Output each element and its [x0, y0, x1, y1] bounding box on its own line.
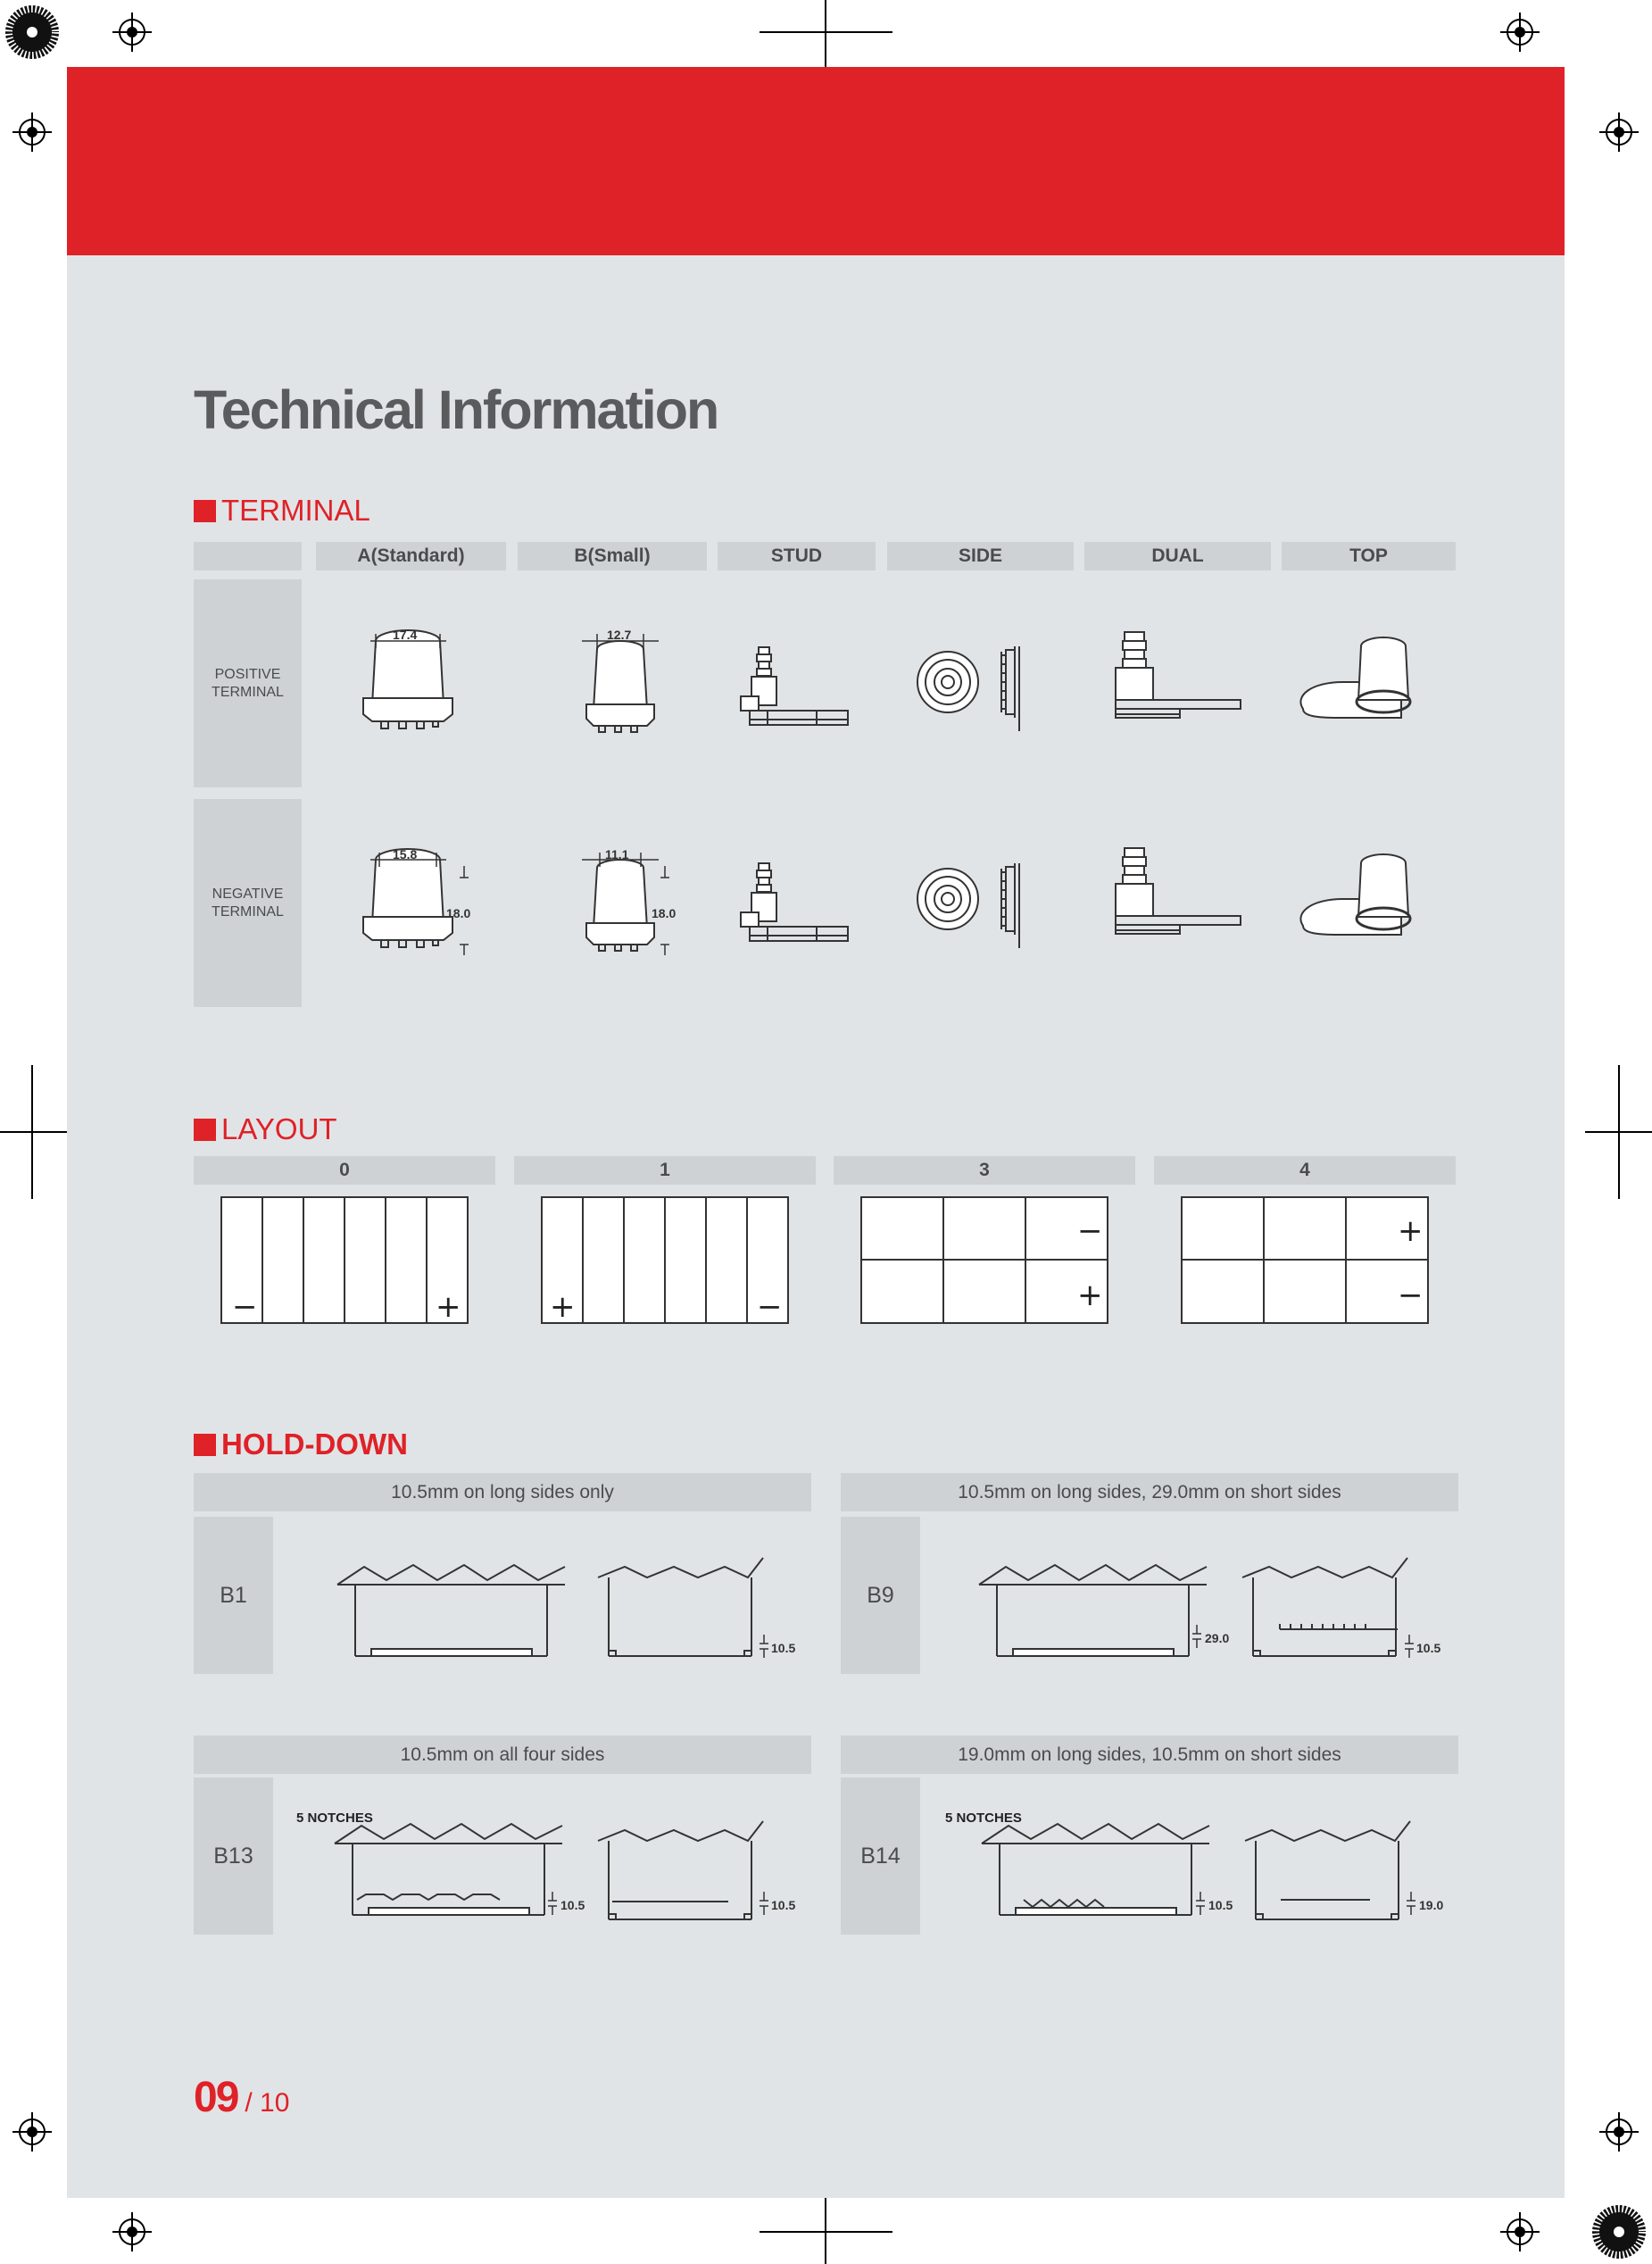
dim-neg-a: 15.8 — [393, 847, 418, 861]
dim-pos-a: 17.4 — [393, 628, 418, 642]
b13-dim2: 10.5 — [771, 1898, 796, 1912]
terminal-col-stud: STUD — [718, 542, 876, 570]
b9-dim2: 10.5 — [1416, 1641, 1441, 1655]
page-title: Technical Information — [194, 379, 718, 440]
holddown-b1-desc: 10.5mm on long sides only — [194, 1473, 811, 1511]
holddown-b1-code: B1 — [194, 1517, 273, 1674]
dim-neg-b-height: 18.0 — [652, 906, 677, 920]
layout3-top-sign: − — [1077, 1213, 1103, 1249]
row-negative-terminal: NEGATIVE TERMINAL — [194, 799, 302, 1007]
layout-col-1: 1 — [514, 1156, 816, 1185]
b13-notches: 5 NOTCHES — [296, 1810, 373, 1826]
layout-col-3: 3 — [834, 1156, 1135, 1185]
holddown-b9-desc: 10.5mm on long sides, 29.0mm on short sides — [841, 1473, 1458, 1511]
b13-dim1: 10.5 — [560, 1898, 585, 1912]
layout3-bottom-sign: + — [1077, 1278, 1103, 1313]
holddown-b13-desc: 10.5mm on all four sides — [194, 1735, 811, 1774]
b9-dim1: 29.0 — [1205, 1631, 1230, 1645]
layout1-right-sign: − — [757, 1289, 783, 1325]
dim-neg-b: 11.1 — [605, 847, 629, 861]
b14-notches: 5 NOTCHES — [945, 1810, 1022, 1826]
holddown-b14-desc: 19.0mm on long sides, 10.5mm on short sides — [841, 1735, 1458, 1774]
dim-pos-b: 12.7 — [607, 628, 632, 642]
terminal-col-top: TOP — [1282, 542, 1456, 570]
layout-col-0: 0 — [194, 1156, 495, 1185]
terminal-col-b: B(Small) — [518, 542, 707, 570]
page-current: 09 — [194, 2074, 238, 2121]
terminal-col-dual: DUAL — [1084, 542, 1271, 570]
holddown-heading-label: HOLD-DOWN — [221, 1427, 408, 1461]
page-total: / 10 — [245, 2088, 290, 2118]
holddown-b13-code: B13 — [194, 1777, 273, 1935]
b1-dim: 10.5 — [771, 1641, 796, 1655]
layout4-top-sign: + — [1398, 1213, 1424, 1249]
layout4-bottom-sign: − — [1398, 1278, 1424, 1313]
layout0-right-sign: + — [436, 1289, 461, 1325]
terminal-col-side: SIDE — [887, 542, 1074, 570]
terminal-heading-label: TERMINAL — [221, 494, 370, 527]
layout0-left-sign: − — [232, 1289, 258, 1325]
layout-heading-label: LAYOUT — [221, 1112, 337, 1145]
b14-dim1: 10.5 — [1208, 1898, 1233, 1912]
layout-col-4: 4 — [1154, 1156, 1456, 1185]
holddown-b14-code: B14 — [841, 1777, 920, 1935]
b14-dim2: 19.0 — [1419, 1898, 1444, 1912]
row-positive-terminal: POSITIVE TERMINAL — [194, 579, 302, 787]
dim-neg-a-height: 18.0 — [446, 906, 471, 920]
holddown-b9-code: B9 — [841, 1517, 920, 1674]
page-number — [194, 2073, 289, 2122]
terminal-col-a: A(Standard) — [316, 542, 506, 570]
layout1-left-sign: + — [550, 1289, 576, 1325]
